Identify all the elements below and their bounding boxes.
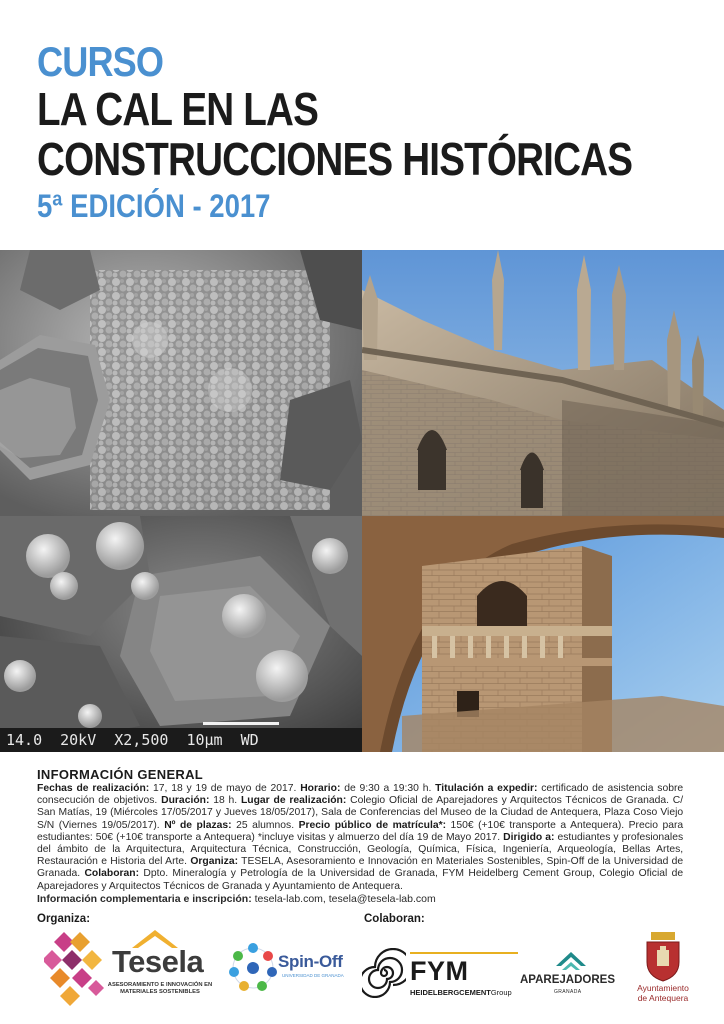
sem-code: 14.0: [6, 731, 43, 749]
course-edition: 5ª EDICIÓN - 2017: [37, 188, 271, 224]
photo-collage: [0, 250, 724, 752]
info-paragraph: [37, 782, 683, 892]
spinoff-subtitle: UNIVERSIDAD DE GRANADA: [282, 973, 344, 978]
tesela-logo: [44, 928, 224, 1008]
plazas-label: Nº de plazas:: [164, 818, 232, 831]
aparejadores-logo: [520, 948, 622, 1004]
tesela-subtitle: ASESORAMIENTO E INNOVACIÓN EN MATERIALES SOSTENIBLES: [107, 982, 213, 995]
horario-label: Horario:: [300, 782, 341, 794]
scale-bar-line: [203, 722, 279, 725]
lugar-value: Colegio Oficial de Aparejadores y Arquitectos Técnicos de Granada. C/ San Matías, 19 (Miércoles 17/05/2017 y Jueves 18/05/2017), Sala de Conferencias del Museo de la Ciudad de Antequera, Plaza Coso Viejo S/N (Viernes 19/05/2017).: [37, 794, 684, 831]
titulacion-label: Titulación a expedir:: [435, 782, 538, 794]
colaboran-label: Colaboran:: [84, 867, 140, 880]
spinoff-logo: [228, 940, 358, 996]
sem-suffix: WD: [240, 731, 259, 749]
fym-sub-c: Group: [490, 988, 512, 997]
fechas-label: Fechas de realización:: [37, 782, 150, 794]
sem-scale: 10µm: [186, 731, 223, 749]
fym-spiral-icon: [362, 948, 406, 998]
aparejadores-name: APAREJADORES: [520, 974, 615, 986]
aparejadores-roof-icon: [556, 950, 586, 972]
sem-micrograph-scale-photo: [0, 516, 362, 752]
organiza-heading: Organiza:: [37, 913, 91, 925]
organiza-label: Organiza:: [190, 855, 239, 868]
sem-magnification: X2,500: [114, 731, 169, 749]
aparejadores-subtitle: GRANADA: [554, 989, 582, 995]
precio-value: 150€ (+10€ transporte a Antequera). Precio para estudiantes: 50€ (+10€ transporte a Antequera) *incluye visitas y almuerzo del día 19 de Mayo 2017.: [37, 818, 684, 843]
precio-label: Precio público de matrícula*:: [298, 818, 447, 831]
course-label: CURSO: [37, 38, 164, 85]
course-header: [37, 40, 717, 226]
fym-name: FYM: [410, 956, 469, 986]
sem-kv: 20kV: [60, 731, 97, 749]
fym-subtitle: [410, 988, 512, 997]
tower-arch-photo: [362, 516, 724, 752]
antequera-logo: [628, 932, 698, 1012]
duracion-label: Duración:: [161, 794, 210, 807]
sem-info-bar: [0, 728, 362, 752]
contact-line: [37, 893, 693, 905]
dirigido-value: estudiantes y profesionales del ámbito de la Arquitectura, Arquitectura Técnica, Construcción, Geología, Química, Física, Ingeniería, Arqueología, Bellas Artes, Restauración e Historia del Arte.: [37, 830, 684, 868]
antequera-name: [628, 984, 698, 1003]
fechas-value: 17, 18 y 19 de mayo de 2017.: [149, 782, 301, 794]
tesela-name: Tesela: [112, 944, 204, 979]
antequera-line2: de Antequera: [637, 992, 689, 1003]
fym-sub-b: CEMENT: [459, 988, 491, 997]
spinoff-name: Spin-Off: [278, 952, 343, 971]
lugar-label: Lugar de realización:: [240, 794, 347, 807]
titulacion-value: certificado de asistencia sobre consecución de objetivos.: [37, 782, 684, 807]
course-title-line2: CONSTRUCCIONES HISTÓRICAS: [37, 133, 633, 185]
info-title: INFORMACIÓN GENERAL: [37, 767, 204, 782]
contact-web-link[interactable]: tesela-lab.com,: [251, 892, 329, 905]
course-title-line1: LA CAL EN LAS: [37, 83, 319, 135]
plazas-value: 25 alumnos.: [231, 818, 299, 831]
contact-label: Información complementaria e inscripción:: [37, 892, 252, 905]
gothic-cathedral-photo: [362, 250, 724, 516]
colaboran-value: Dpto. Mineralogía y Petrología de la Universidad de Granada, FYM Heidelberg Cement Group, Colegio Oficial de Aparejadores y Arquitectos Técnicos de Granada y Ayuntamiento de Antequera.: [37, 867, 684, 892]
dirigido-label: Dirigido a:: [503, 830, 555, 843]
duracion-value: 18 h.: [209, 794, 241, 807]
contact-email-link[interactable]: tesela@tesela-lab.com: [328, 892, 436, 905]
general-info-section: [37, 768, 693, 905]
fym-logo: [362, 948, 522, 1004]
organiza-value: TESELA, Asesoramiento e Innovación en Materiales Sostenibles, Spin-Off de la Universidad de Granada.: [37, 855, 684, 880]
antequera-shield-icon: [643, 932, 683, 982]
horario-value: de 9:30 a 19:30 h.: [340, 782, 436, 794]
fym-accent-line: [410, 952, 518, 954]
sem-micrograph-crystals-photo: [0, 250, 362, 516]
antequera-line1: Ayuntamiento: [637, 983, 689, 993]
spinoff-molecule-icon: [228, 940, 278, 996]
fym-sub-a: HEIDELBERG: [410, 988, 460, 997]
colaboran-heading: Colaboran:: [364, 913, 425, 925]
tesela-mosaic-icon: [44, 928, 114, 1008]
